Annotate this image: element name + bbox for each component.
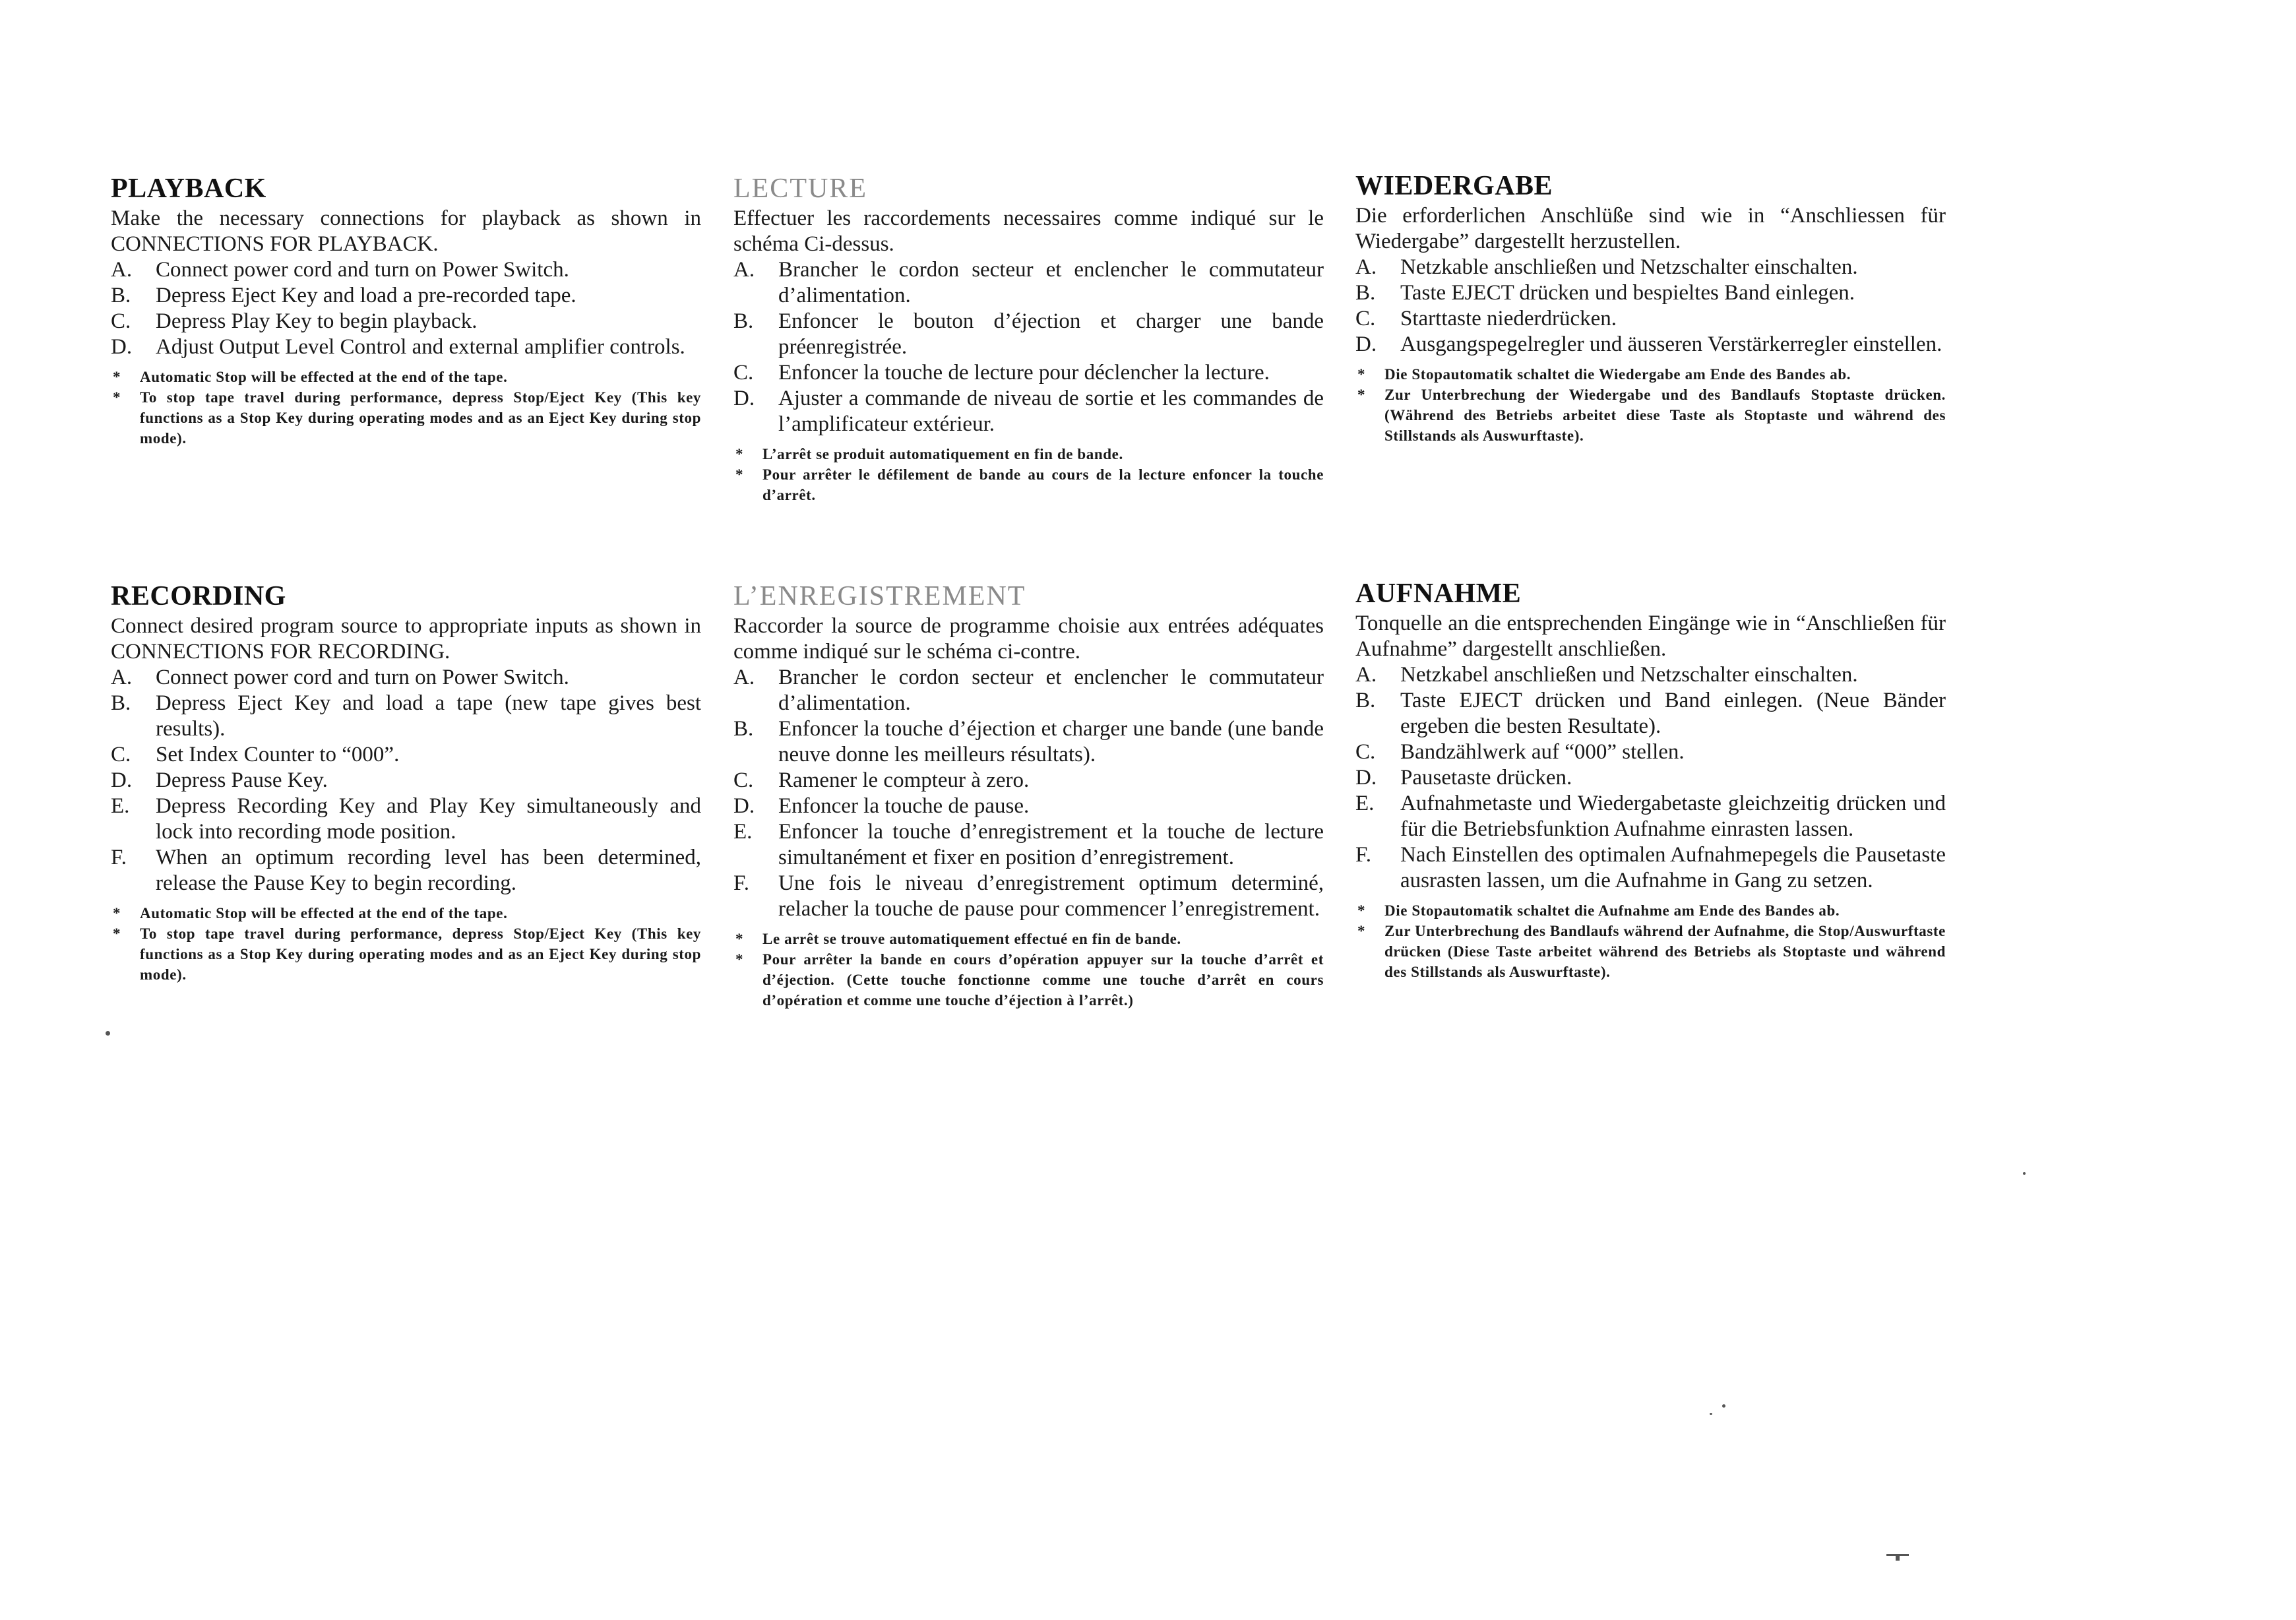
step-item: E. Enfoncer la touche d’enregistrement et la touche de lecture simultanément et fixer en position d’enregistrement. (733, 820, 1324, 869)
section-intro: Connect desired program source to appropriate inputs as shown in CONNECTIONS FOR RECORDING. (111, 614, 701, 664)
note-item: * Zur Unterbrechung der Wiedergabe und des Bandlaufs Stoptaste drücken. (Während des Betriebs arbeitet diese Taste als Stoptaste und während des Stillstands als Auswurftaste). (1355, 385, 1946, 446)
asterisk-icon: * (735, 446, 744, 462)
section-title: RECORDING (111, 581, 286, 611)
section-title: WIEDERGABE (1355, 171, 1553, 201)
step-item: E. Depress Recording Key and Play Key simultaneously and lock into recording mode position. (111, 794, 701, 844)
section-intro: Raccorder la source de programme choisie aux entrées adéquates comme indiqué sur le schéma ci-contre. (733, 614, 1324, 664)
section-intro: Tonquelle an die entsprechenden Eingänge wie in “Anschließen für Aufnahme” dargestellt anschließen. (1355, 611, 1946, 661)
asterisk-icon: * (113, 905, 121, 921)
recording-section-en (111, 580, 701, 985)
step-item: C. Bandzählwerk auf “000” stellen. (1355, 740, 1685, 764)
section-intro: Effectuer les raccordements necessaires comme indiqué sur le schéma Ci-dessus. (733, 206, 1324, 256)
note-list (1355, 364, 1946, 446)
note-list (111, 367, 701, 449)
recording-section-de (1355, 578, 1946, 982)
step-item: A. Netzkabel anschließen und Netzschalter einschalten. (1355, 663, 1858, 687)
playback-section-de (1355, 170, 1946, 446)
step-item: C. Depress Play Key to begin playback. (111, 309, 478, 333)
note-item: * Zur Unterbrechung des Bandlaufs während der Aufnahme, die Stop/Auswurftaste drücken (Diese Taste arbeitet während des Betriebs als Stoptaste und während des Stillstands als Auswurftaste). (1355, 921, 1946, 982)
note-list (1355, 900, 1946, 982)
asterisk-icon: * (1357, 923, 1366, 939)
section-title: L’ENREGISTREMENT (733, 581, 1026, 611)
step-item: A. Brancher le cordon secteur et enclencher le commutateur d’alimentation. (733, 258, 1324, 307)
recording-section-fr (733, 580, 1324, 1011)
note-item: * Le arrêt se trouve automatiquement effectué en fin de bande. (733, 929, 1324, 949)
step-item: B. Depress Eject Key and load a pre-recorded tape. (111, 284, 576, 307)
note-item: * Pour arrêter le défilement de bande au cours de la lecture enfoncer la touche d’arrêt. (733, 464, 1324, 505)
step-list (733, 665, 1324, 922)
step-item: D. Pausetaste drücken. (1355, 766, 1572, 790)
asterisk-icon: * (1357, 387, 1366, 403)
step-item: C. Ramener le compteur à zero. (733, 768, 1030, 792)
note-item: * L’arrêt se produit automatiquement en fin de bande. (733, 444, 1324, 464)
note-item: * Pour arrêter la bande en cours d’opération appuyer sur la touche d’arrêt et d’éjection. (Cette touche fonctionne comme une touche d’arrêt en cours d’opération et comme une touche d’éjection à l’arrêt.) (733, 949, 1324, 1011)
step-item: B. Taste EJECT drücken und bespieltes Band einlegen. (1355, 281, 1855, 305)
playback-section-en (111, 173, 701, 449)
asterisk-icon: * (1357, 366, 1366, 383)
step-item: D. Enfoncer la touche de pause. (733, 794, 1030, 818)
scan-speck (1722, 1404, 1725, 1408)
asterisk-icon: * (735, 466, 744, 483)
asterisk-icon: * (113, 389, 121, 406)
step-item: D. Ajuster a commande de niveau de sortie et les commandes de l’amplificateur extérieur. (733, 387, 1324, 436)
step-item: A. Brancher le cordon secteur et enclencher le commutateur d’alimentation. (733, 666, 1324, 715)
note-list (733, 444, 1324, 505)
step-list (111, 665, 701, 896)
step-item: F. When an optimum recording level has been determined, release the Pause Key to begin recording. (111, 846, 701, 895)
step-item: D. Adjust Output Level Control and external amplifier controls. (111, 335, 685, 359)
scan-speck (2023, 1172, 2026, 1175)
note-list (111, 903, 701, 985)
step-item: D. Ausgangspegelregler und äusseren Verstärkerregler einstellen. (1355, 332, 1942, 356)
scan-speck (1710, 1413, 1712, 1415)
step-item: B. Taste EJECT drücken und Band einlegen. (Neue Bänder ergeben die besten Resultate). (1355, 689, 1946, 738)
step-item: F. Nach Einstellen des optimalen Aufnahmepegels die Pausetaste ausrasten lassen, um die Aufnahme in Gang zu setzen. (1355, 843, 1946, 892)
step-list (1355, 255, 1946, 358)
step-item: B. Depress Eject Key and load a tape (new tape gives best results). (111, 691, 701, 741)
step-item: B. Enfoncer le bouton d’éjection et charger une bande préenregistrée. (733, 309, 1324, 359)
playback-section-fr (733, 173, 1324, 505)
section-intro: Make the necessary connections for playback as shown in CONNECTIONS FOR PLAYBACK. (111, 206, 701, 256)
step-item: A. Netzkable anschließen und Netzschalter einschalten. (1355, 255, 1858, 279)
step-item: B. Enfoncer la touche d’éjection et charger une bande (une bande neuve donne les meilleurs résultats). (733, 717, 1324, 766)
step-item: C. Starttaste niederdrücken. (1355, 307, 1617, 330)
step-item: D. Depress Pause Key. (111, 768, 328, 792)
note-item: * To stop tape travel during performance, depress Stop/Eject Key (This key functions as a Stop Key during operating modes and as an Eject Key during stop mode). (111, 387, 701, 449)
note-list (733, 929, 1324, 1011)
asterisk-icon: * (113, 369, 121, 385)
step-list (1355, 662, 1946, 894)
asterisk-icon: * (735, 951, 744, 968)
step-item: C. Enfoncer la touche de lecture pour déclencher la lecture. (733, 361, 1270, 385)
section-title: PLAYBACK (111, 173, 266, 204)
step-item: E. Aufnahmetaste und Wiedergabetaste gleichzeitig drücken und für die Betriebsfunktion Aufnahme einrasten lassen. (1355, 792, 1946, 841)
note-item: * Die Stopautomatik schaltet die Wiedergabe am Ende des Bandes ab. (1355, 364, 1946, 385)
step-item: A. Connect power cord and turn on Power Switch. (111, 666, 569, 689)
asterisk-icon: * (735, 931, 744, 947)
step-item: C. Set Index Counter to “000”. (111, 743, 400, 766)
asterisk-icon: * (113, 925, 121, 942)
asterisk-icon: * (1357, 902, 1366, 919)
section-intro: Die erforderlichen Anschlüße sind wie in “Anschliessen für Wiedergabe” dargestellt herzustellen. (1355, 204, 1946, 253)
step-list (111, 257, 701, 360)
page-mark-icon (1886, 1554, 1909, 1564)
note-item: * To stop tape travel during performance, depress Stop/Eject Key (This key functions as a Stop Key during operating modes and as an Eject Key during stop mode). (111, 923, 701, 985)
note-item: * Automatic Stop will be effected at the end of the tape. (111, 367, 701, 387)
step-list (733, 257, 1324, 437)
step-item: A. Connect power cord and turn on Power Switch. (111, 258, 569, 282)
section-title: LECTURE (733, 173, 867, 204)
step-item: F. Une fois le niveau d’enregistrement optimum determiné, relacher la touche de pause pour commencer l’enregistrement. (733, 871, 1324, 921)
section-title: AUFNAHME (1355, 578, 1522, 609)
note-item: * Automatic Stop will be effected at the end of the tape. (111, 903, 701, 923)
scan-speck (106, 1031, 110, 1036)
note-item: * Die Stopautomatik schaltet die Aufnahme am Ende des Bandes ab. (1355, 900, 1946, 921)
